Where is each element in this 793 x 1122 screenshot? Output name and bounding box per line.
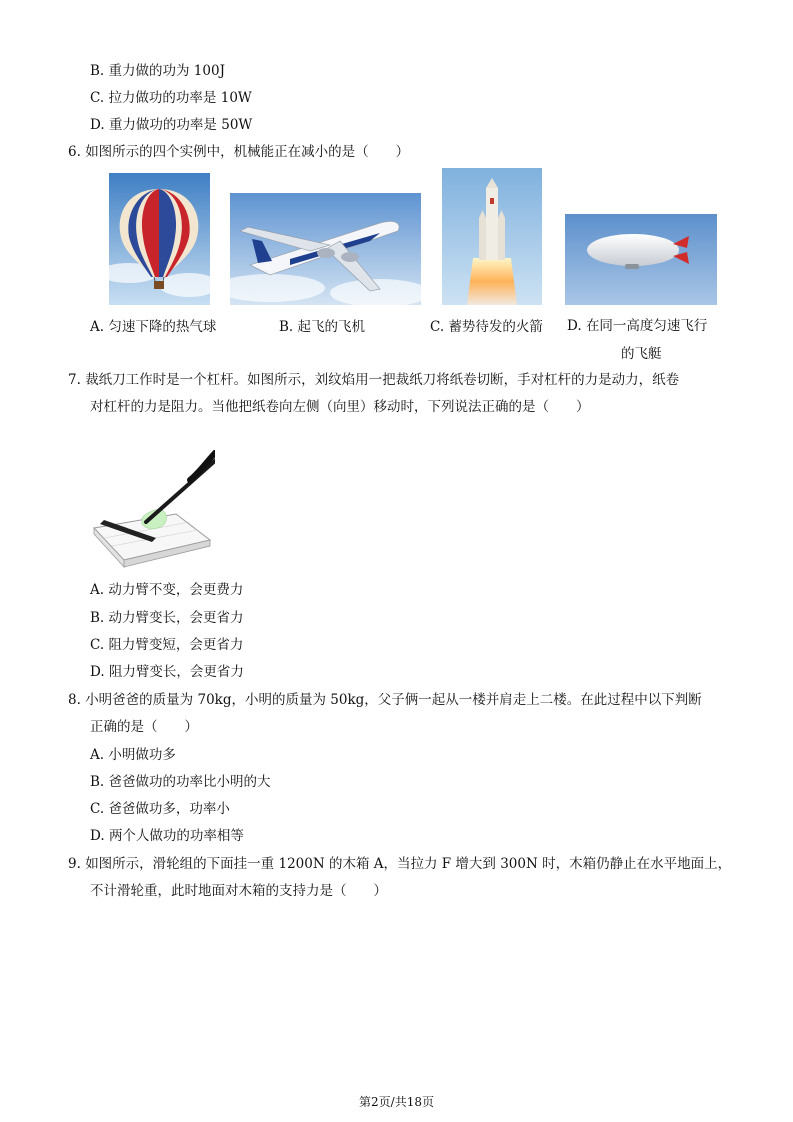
question-6-option-c: C. 蓄势待发的火箭 (430, 319, 543, 335)
question-9-stem: 9. 如图所示，滑轮组的下面挂一重 1200N 的木箱 A，当拉力 F 增大到 300N 时，木箱仍静止在水平地面上， (68, 856, 732, 872)
question-8-option-c: C. 爸爸做功多，功率小 (90, 801, 230, 817)
question-6-option-d-cont: 的飞艇 (621, 346, 662, 362)
question-7-option-d: D. 阻力臂变长，会更省力 (90, 664, 244, 680)
question-7-option-b: B. 动力臂变长，会更省力 (90, 610, 244, 626)
airship-image (565, 214, 717, 305)
question-8-stem: 8. 小明爸爸的质量为 70kg，小明的质量为 50kg，父子俩一起从一楼并肩走上二楼。在此过程中以下判断 (68, 692, 702, 708)
question-6-option-a: A. 匀速下降的热气球 (90, 319, 217, 335)
question-6-option-b: B. 起飞的飞机 (279, 319, 366, 335)
question-8-option-a: A. 小明做功多 (90, 747, 176, 763)
question-6-stem: 6. 如图所示的四个实例中，机械能正在减小的是（ ） (68, 144, 410, 160)
option-5c: C. 拉力做功的功率是 10W (90, 90, 252, 106)
question-8-option-b: B. 爸爸做功的功率比小明的大 (90, 774, 271, 790)
option-5d: D. 重力做功的功率是 50W (90, 117, 253, 133)
hot-air-balloon-image (109, 173, 210, 305)
question-6-option-d: D. 在同一高度匀速飞行 (567, 318, 708, 334)
question-8-stem-cont: 正确的是（ ） (90, 719, 198, 735)
question-8-option-d: D. 两个人做功的功率相等 (90, 828, 244, 844)
paper-cutter-image (90, 450, 215, 572)
airplane-image (230, 193, 421, 305)
question-7-stem-cont: 对杠杆的力是阻力。当他把纸卷向左侧（向里）移动时，下列说法正确的是（ ） (90, 399, 590, 415)
question-7-option-c: C. 阻力臂变短，会更省力 (90, 637, 244, 653)
question-7-option-a: A. 动力臂不变，会更费力 (90, 582, 244, 598)
page-number-footer: 第2页/共18页 (359, 1095, 434, 1109)
rocket-image (442, 168, 542, 305)
option-5b: B. 重力做的功为 100J (90, 63, 225, 79)
question-9-stem-cont: 不计滑轮重，此时地面对木箱的支持力是（ ） (90, 883, 387, 899)
question-7-stem: 7. 裁纸刀工作时是一个杠杆。如图所示，刘纹焰用一把裁纸刀将纸卷切断，手对杠杆的力是动力，纸卷 (68, 372, 680, 388)
